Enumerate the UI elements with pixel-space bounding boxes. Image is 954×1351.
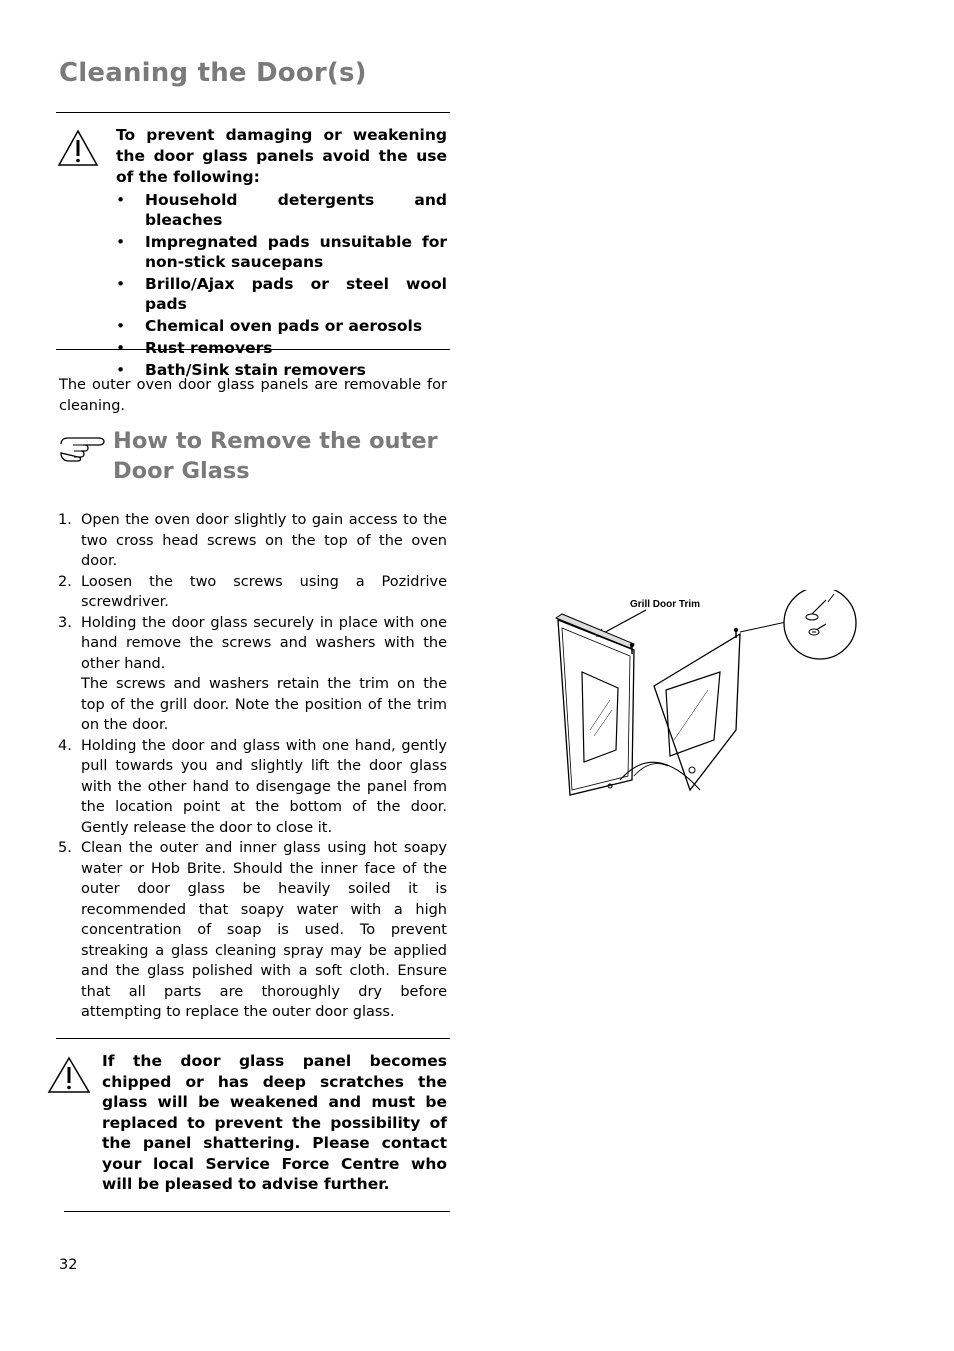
instruction-step bbox=[58, 838, 447, 1023]
avoid-list-item: • Rust removers bbox=[116, 338, 447, 358]
step-text: Holding the door glass securely in place with one hand remove the screws and washers with the other hand. bbox=[81, 614, 447, 672]
step-note: The screws and washers retain the trim on the top of the grill door. Note the position of the trim on the door. bbox=[81, 676, 447, 733]
pointing-hand-icon bbox=[59, 434, 107, 462]
step-text: Loosen the two screws using a Pozidrive screwdriver. bbox=[81, 573, 447, 610]
avoid-list-item: • Brillo/Ajax pads or steel wool pads bbox=[116, 274, 447, 314]
page-title: Cleaning the Door(s) bbox=[59, 58, 367, 88]
warning-box-glass: If the door glass panel becomes chipped or has deep scratches the glass will be weakened and must be replaced to prevent the possibility of the panel shattering. Please contact your local Service Force Centre who will be pleased to advise further. bbox=[102, 1052, 447, 1193]
warning-box-cleaning bbox=[116, 125, 447, 382]
page-number: 32 bbox=[59, 1257, 78, 1273]
divider-warning-bottom bbox=[56, 349, 450, 350]
warning-triangle-icon bbox=[57, 129, 99, 167]
grill-door-illustration bbox=[550, 590, 870, 805]
section-heading: How to Remove the outer Door Glass bbox=[113, 428, 438, 484]
instructions-list bbox=[58, 510, 447, 1023]
warning-intro: To prevent damaging or weakening the door glass panels avoid the use of the following: bbox=[116, 126, 447, 186]
divider-top bbox=[56, 112, 450, 113]
step-text: Holding the door and glass with one hand, gently pull towards you and slightly lift the door glass with the other hand to disengage the panel from the location point at the bottom of the door. Gently release the door to close it. bbox=[81, 737, 447, 836]
figure-label: Grill Door Trim bbox=[630, 599, 701, 610]
step-text: Open the oven door slightly to gain access to the two cross head screws on the top of the oven door. bbox=[81, 512, 447, 569]
instruction-step bbox=[58, 572, 447, 613]
instruction-step bbox=[58, 736, 447, 839]
avoid-list-item: • Impregnated pads unsuitable for non-stick saucepans bbox=[116, 232, 447, 272]
avoid-list-item: • Bath/Sink stain removers bbox=[116, 360, 447, 380]
instruction-step bbox=[58, 613, 447, 736]
step-number: 4. bbox=[58, 737, 72, 754]
step-text: Clean the outer and inner glass using hot soapy water or Hob Brite. Should the inner face of the outer door glass be heavily soiled it is recommended that soapy water with a high concentration of soap is used. To prevent streaking a glass cleaning spray may be applied and the glass polished with a soft cloth. Ensure that all parts are thoroughly dry before attempting to replace the outer door glass. bbox=[81, 840, 447, 1020]
step-number: 1. bbox=[58, 512, 72, 528]
step-number: 3. bbox=[58, 614, 72, 631]
avoid-list-item: • Household detergents and bleaches bbox=[116, 190, 447, 230]
intro-paragraph: The outer oven door glass panels are removable for cleaning. bbox=[59, 377, 447, 414]
divider-second-warning-top bbox=[56, 1038, 450, 1039]
instruction-step bbox=[58, 510, 447, 572]
avoid-list bbox=[116, 190, 447, 380]
step-number: 2. bbox=[58, 573, 72, 590]
divider-bottom bbox=[64, 1211, 450, 1212]
avoid-list-item: • Chemical oven pads or aerosols bbox=[116, 316, 447, 336]
step-number: 5. bbox=[58, 840, 72, 856]
warning-triangle-icon bbox=[47, 1056, 91, 1094]
